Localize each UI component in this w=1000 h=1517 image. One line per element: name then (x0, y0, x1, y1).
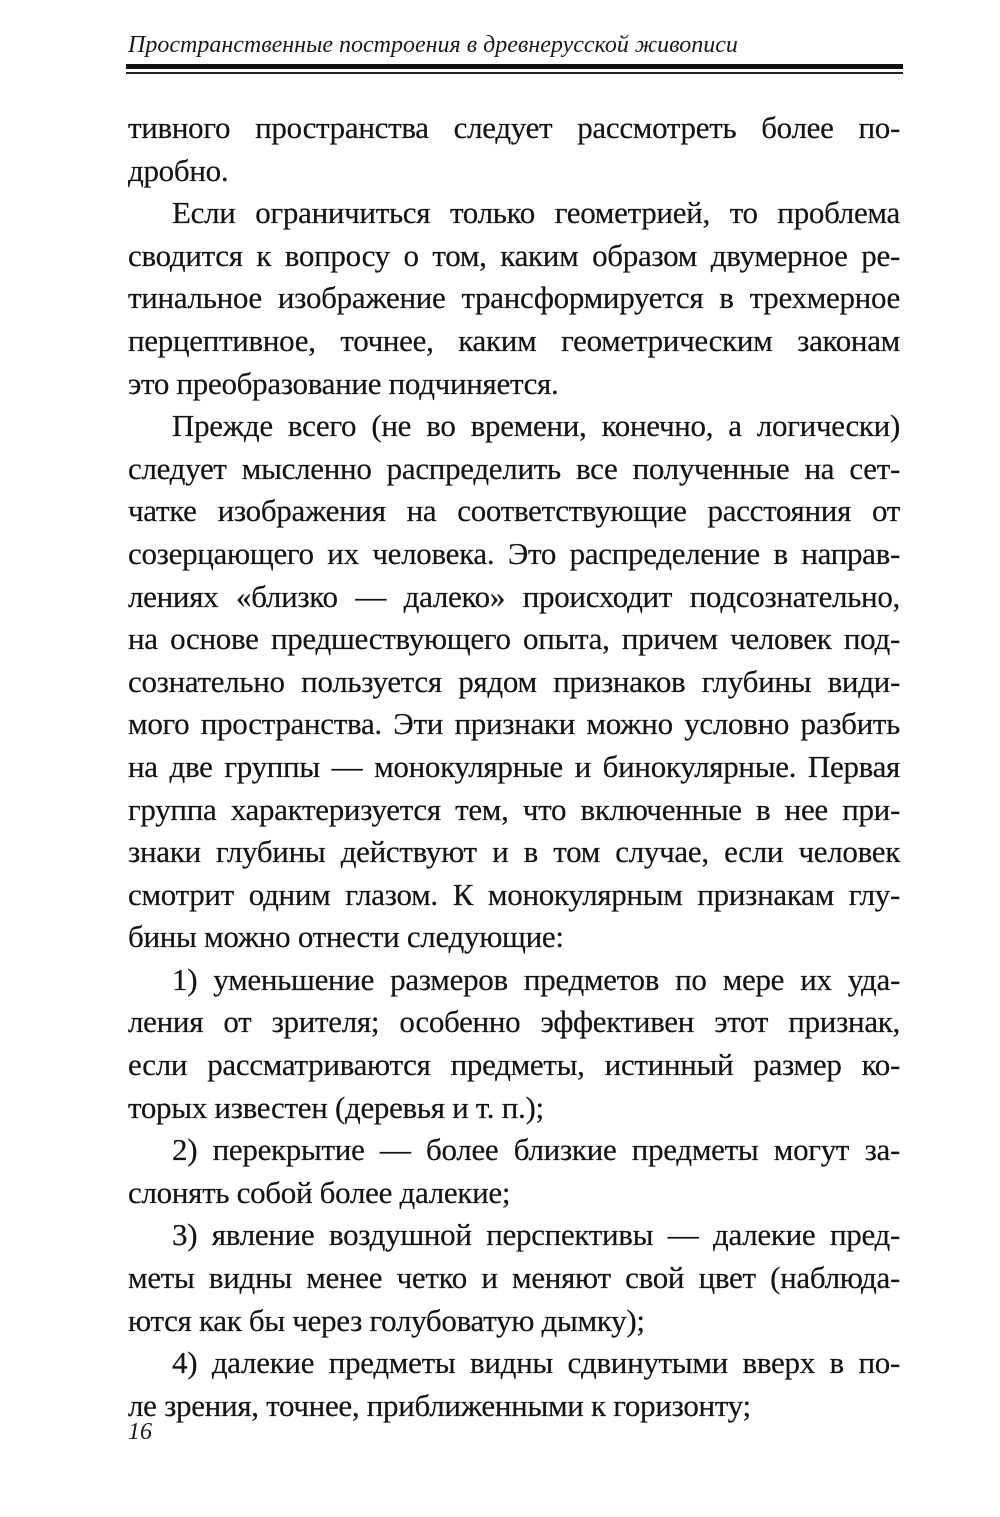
list-item-paragraph (128, 1342, 900, 1427)
text-line: чатке изображения на соответствующие расстояния от (128, 493, 900, 529)
text-line: если рассматриваются предметы, истинный размер ко- (128, 1047, 900, 1083)
text-line: торых известен (деревья и т. п.); (128, 1089, 544, 1125)
text-line: группа характеризуется тем, что включенные в нее при- (128, 791, 900, 827)
running-title: Пространственные построения в древнерусской живописи (128, 32, 738, 58)
text-line: дробно. (128, 152, 229, 188)
text-line: лениях «близко — далеко» происходит подсознательно, (128, 578, 900, 614)
text-line: перцептивное, точнее, каким геометрическим законам (128, 322, 900, 358)
paragraph (128, 192, 900, 405)
text-line: 4) далекие предметы видны сдвинутыми вверх в по- (172, 1345, 900, 1381)
page-body (128, 107, 900, 1427)
text-line: знаки глубины действуют и в том случае, если человек (128, 834, 900, 870)
list-item-paragraph (128, 1214, 900, 1342)
text-line: созерцающего их человека. Это распределение в направ- (128, 535, 900, 571)
text-line: бины можно отнести следующие: (128, 919, 564, 955)
paragraph-continued (128, 107, 900, 192)
text-line: следует мысленно распределить все полученные на сет- (128, 450, 900, 486)
text-line: меты видны менее четко и меняют свой цвет (наблюда- (128, 1260, 900, 1296)
text-line: Прежде всего (не во времени, конечно, а логически) (172, 408, 900, 444)
header-rule-thick (126, 64, 903, 69)
running-header (128, 30, 900, 60)
text-line: ления от зрителя; особенно эффективен этот признак, (128, 1004, 900, 1040)
page-number: 16 (128, 1419, 152, 1445)
text-line: 2) перекрытие — более близкие предметы могут за- (172, 1132, 900, 1168)
text-line: 1) уменьшение размеров предметов по мере их уда- (172, 961, 900, 997)
list-item-paragraph (128, 1129, 900, 1214)
text-line: на две группы — монокулярные и бинокулярные. Первая (128, 748, 900, 784)
text-line: это преобразование подчиняется. (128, 365, 559, 401)
text-line: мого пространства. Эти признаки можно условно разбить (128, 706, 900, 742)
text-line: сознательно пользуется рядом признаков глубины види- (128, 663, 900, 699)
text-line: ются как бы через голубоватую дымку); (128, 1302, 645, 1338)
text-line: тинальное изображение трансформируется в трехмерное (128, 280, 900, 316)
text-line: 3) явление воздушной перспективы — далекие пред- (172, 1217, 900, 1253)
text-line: Если ограничиться только геометрией, то проблема (172, 195, 900, 231)
text-line: на основе предшествующего опыта, причем человек под- (128, 621, 900, 657)
header-rule-thin (126, 72, 903, 74)
text-line: слонять собой более далекие; (128, 1174, 511, 1210)
list-item-paragraph (128, 959, 900, 1129)
text-line: смотрит одним глазом. К монокулярным признакам глу- (128, 876, 900, 912)
text-line: сводится к вопросу о том, каким образом двумерное ре- (128, 237, 900, 273)
text-line: тивного пространства следует рассмотреть более по- (128, 110, 900, 145)
text-line: ле зрения, точнее, приближенными к горизонту; (128, 1387, 751, 1423)
paragraph (128, 405, 900, 959)
